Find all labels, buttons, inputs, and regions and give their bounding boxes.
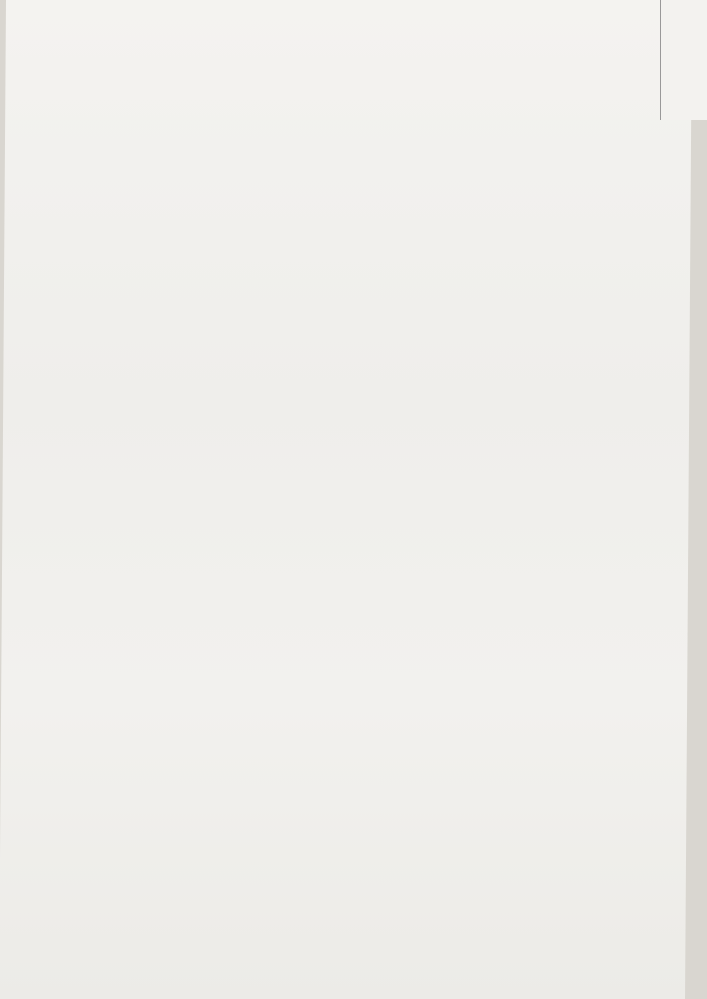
side-paper-fragment (660, 0, 707, 120)
